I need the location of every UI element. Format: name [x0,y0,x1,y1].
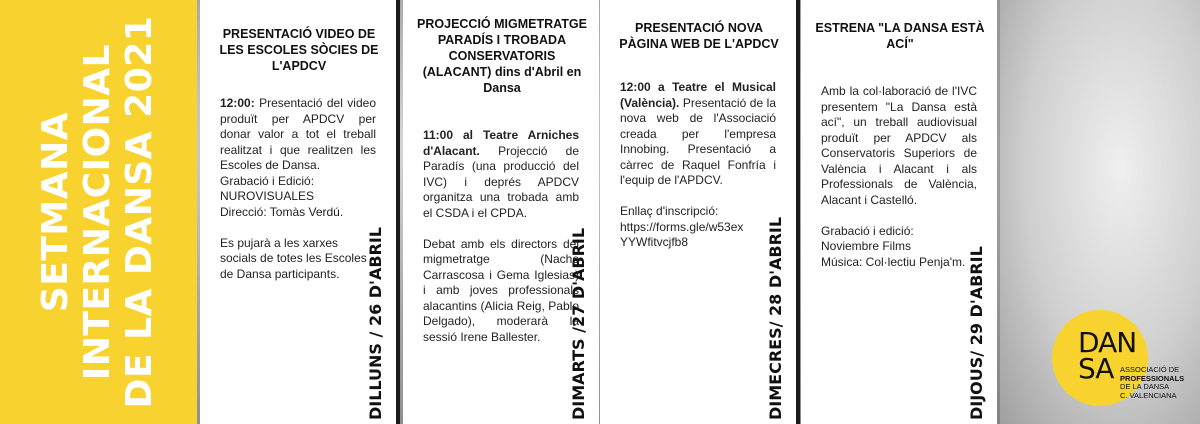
logo-text-line1: ASSOCIACIÓ DE [1120,365,1180,374]
description: Projecció de Paradís (una producció del IVC) i deprés APDCV organitza una trobada amb el CSDA i el CPDA. [423,143,579,220]
day-card-tuesday [403,0,599,424]
time-label: 12:00: [220,96,255,110]
credit-label: Grabació i edició: [821,223,914,238]
divider [396,0,400,424]
logo-text [1120,366,1184,400]
divider [796,0,800,424]
description: Presentació de la nova web de l'Associació creada per l'empresa Innobing. Presentació a càrrec de Raquel Fonfría i l'equip de l'APDCV. [620,95,776,187]
day-label: DIJOUS/ 29 D'ABRIL [967,246,986,420]
registration-link[interactable]: https://forms.gle/w53ex YYWfitvcjfb8 [620,219,744,249]
credit-label: Grabació i Edició: [220,173,315,188]
registration-label: Enllaç d'inscripció: [620,204,719,218]
day-card-wednesday [600,0,796,424]
time-label: 11:00 al Teatre Arniches d'Alacant. [423,128,579,158]
day-card-thursday [801,0,997,424]
event-title [35,7,161,417]
day-card-monday [200,0,396,424]
card-body [220,96,376,282]
logo-mark-line1: DAN [1078,326,1137,359]
day-label: DIMARTS /27 D'ABRIL [569,227,588,420]
debate-note: Debat amb els directors del migmetratge (Nacho Carrascosa i Gema Iglesias) i amb joves professionals alacantins (Alicia Reig, Pablo Delgado), moderarà la sessió Irene Ballester. [423,236,579,344]
event-title-line2: INTERNACIONAL [77,43,118,381]
logo-text-line4: C. VALENCIANA [1120,390,1177,400]
card-heading: PRESENTACIÓ VIDEO DE LES ESCOLES SÒCIES DE L'APDCV [219,27,379,73]
logo-mark-line2: SA [1078,352,1114,385]
event-title-line3: DE LA DANSA 2021 [119,15,160,409]
credit-director: Direcció: Tomàs Verdú. [220,204,344,219]
description: Presentació del video produït per APDCV per donar valor a tot el treball realitzat i que realitzen les Escoles de Dansa. [220,96,376,172]
credit-music: Música: Col·lectiu Penja'm. [821,254,966,269]
logo-text-line3: DE LA DANSA [1120,382,1170,391]
event-title-line1: SETMANA [35,111,76,313]
credit-company: Noviembre Films [821,239,912,253]
note: Es pujarà a les xarxes socials de totes les Escoles de Dansa participants. [220,235,367,281]
day-label: DILLUNS / 26 D'ABRIL [366,226,385,420]
logo-text-line2: PROFESSIONALS [1120,373,1185,383]
time-label: 12:00 a Teatre el Musical (València). [620,80,776,110]
card-body [620,80,776,251]
day-label: DIMECRES/ 28 D'ABRIL [766,216,785,420]
card-heading: ESTRENA "LA DANSA ESTÀ ACÍ" [815,21,985,51]
credit-company: NUROVISUALES [220,189,315,203]
card-body [423,128,579,345]
card-body [821,84,977,270]
card-heading: PROJECCIÓ MIGMETRATGE PARADÍS I TROBADA CONSERVATORIS (ALACANT) dins d'Abril en Dansa [417,17,587,95]
description: Amb la col·laboració de l'IVC presentem "La Dansa està ací", un treball audiovisual produït per APDCV als Conservatoris Superiors de València i Alacant i als Professionals de València, Alacant i Castelló. [821,84,977,207]
card-heading: PRESENTACIÓ NOVA PÀGINA WEB DE L'APDCV [619,21,779,51]
